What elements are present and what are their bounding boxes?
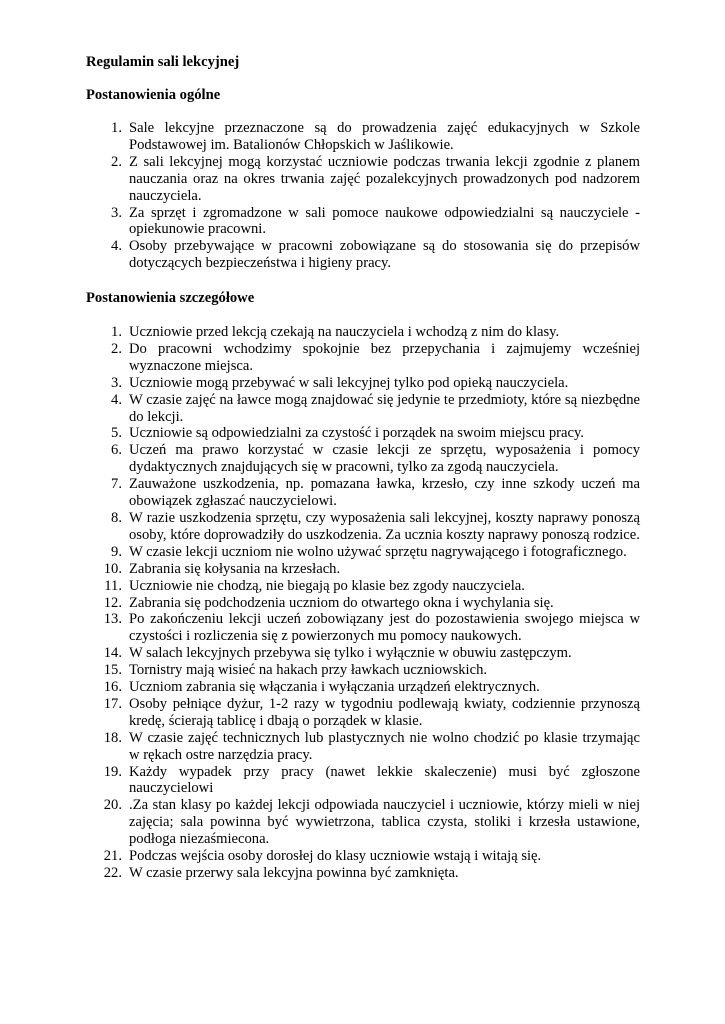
item-text: Sale lekcyjne przeznaczone są do prowadzenia zajęć edukacyjnych w Szkole Podstawowej im. Batalionów Chłopskich w Jaślikowie. xyxy=(129,120,640,153)
list-item xyxy=(86,696,640,730)
item-text: Uczniowie mogą przebywać w sali lekcyjnej tylko pod opieką nauczyciela. xyxy=(129,374,569,391)
list-item xyxy=(86,595,640,612)
item-number: 3. xyxy=(111,374,122,391)
item-number: 18. xyxy=(103,729,122,746)
item-number: 20. xyxy=(103,797,122,814)
item-text: W czasie zajęć na ławce mogą znajdować się jedynie te przedmioty, które są niezbędne do lekcji. xyxy=(129,391,640,425)
item-text: W salach lekcyjnych przebywa się tylko i wyłącznie w obuwiu zastępczym. xyxy=(129,645,572,662)
item-text: Po zakończeniu lekcji uczeń zobowiązany jest do pozostawienia swojego miejsca w czystości i rozliczenia się z powierzonych mu pomocy naukowych. xyxy=(129,611,640,645)
item-number: 7. xyxy=(111,476,122,493)
item-number: 4. xyxy=(111,391,122,408)
list-item xyxy=(86,154,640,205)
item-number: 12. xyxy=(103,594,122,611)
item-number: 15. xyxy=(103,662,122,679)
document-title: Regulamin sali lekcyjnej xyxy=(86,54,240,70)
item-number: 11. xyxy=(104,577,122,594)
item-number: 13. xyxy=(103,611,122,628)
item-number: 19. xyxy=(103,763,122,780)
item-number: 21. xyxy=(103,848,122,865)
list-item xyxy=(86,865,640,882)
item-text: Tornistry mają wisieć na hakach przy ławkach uczniowskich. xyxy=(129,662,488,679)
item-text: Podczas wejścia osoby dorosłej do klasy uczniowie wstają i witają się. xyxy=(129,848,542,865)
item-number: 16. xyxy=(103,679,122,696)
list-item xyxy=(86,764,640,798)
item-text: W czasie przerwy sala lekcyjna powinna być zamknięta. xyxy=(129,865,459,881)
item-text: Uczniowie przed lekcją czekają na nauczyciela i wchodzą z nim do klasy. xyxy=(129,324,560,340)
item-number: 4. xyxy=(111,238,122,255)
item-number: 2. xyxy=(111,340,122,357)
general-section-heading: Postanowienia ogólne xyxy=(86,87,221,103)
list-item xyxy=(86,120,640,154)
list-item xyxy=(86,578,640,595)
list-item xyxy=(86,848,640,865)
item-text: Zabrania się podchodzenia uczniom do otwartego okna i wychylania się. xyxy=(129,594,554,611)
item-text: Uczniowie są odpowiedzialni za czystość i porządek na swoim miejscu pracy. xyxy=(129,425,584,442)
list-item xyxy=(86,510,640,544)
item-text: Za sprzęt i zgromadzone w sali pomoce naukowe odpowiedzialni są nauczyciele - opiekunowie pracowni. xyxy=(129,204,640,238)
item-number: 1. xyxy=(111,120,122,136)
item-text: Zabrania się kołysania na krzesłach. xyxy=(129,560,341,577)
item-number: 10. xyxy=(103,560,122,577)
item-number: 8. xyxy=(111,509,122,526)
item-text: Do pracowni wchodzimy spokojnie bez przepychania i zajmujemy wcześniej wyznaczone miejsca. xyxy=(129,340,640,374)
item-text: Z sali lekcyjnej mogą korzystać uczniowie podczas trwania lekcji zgodnie z planem nauczania oraz na okres trwania zajęć pozalekcyjnych prowadzonych pod nadzorem nauczyciela. xyxy=(129,153,640,204)
item-text: Każdy wypadek przy pracy (nawet lekkie skaleczenie) musi być zgłoszone nauczycielowi xyxy=(129,763,640,797)
item-number: 22. xyxy=(103,865,122,881)
item-text: .Za stan klasy po każdej lekcji odpowiada nauczyciel i uczniowie, którzy mieli w niej zajęcia; sala powinna być wywietrzona, tablica czysta, stoliki i krzesła ustawione, podłoga niezaśmiecona. xyxy=(129,797,640,848)
item-text: Osoby pełniące dyżur, 1-2 razy w tygodniu podlewają kwiaty, codziennie przynoszą kredę, ścierają tablicę i dbają o porządek w klasie. xyxy=(129,695,640,729)
list-item xyxy=(86,324,640,341)
item-number: 2. xyxy=(111,153,122,170)
list-item xyxy=(86,425,640,442)
item-text: W czasie zajęć technicznych lub plastycznych nie wolno chodzić po klasie trzymając w rękach ostre narzędzia pracy. xyxy=(129,729,640,763)
list-item xyxy=(86,238,640,272)
item-number: 17. xyxy=(103,695,122,712)
list-item xyxy=(86,679,640,696)
general-provisions-list xyxy=(86,120,640,272)
item-text: W czasie lekcji uczniom nie wolno używać sprzętu nagrywającego i fotograficznego. xyxy=(129,543,627,560)
item-text: Uczniom zabrania się włączania i wyłączania urządzeń elektrycznych. xyxy=(129,679,540,696)
list-item xyxy=(86,341,640,375)
list-item xyxy=(86,561,640,578)
list-item xyxy=(86,392,640,426)
list-item xyxy=(86,205,640,239)
list-item xyxy=(86,797,640,848)
list-item xyxy=(86,645,640,662)
item-text: Uczeń ma prawo korzystać w czasie lekcji ze sprzętu, wyposażenia i pomocy dydaktycznych znajdujących się w pracowni, tylko za zgodą nauczyciela. xyxy=(129,442,640,476)
item-text: Uczniowie nie chodzą, nie biegają po klasie bez zgody nauczyciela. xyxy=(129,577,525,594)
item-number: 9. xyxy=(111,543,122,560)
list-item xyxy=(86,375,640,392)
list-item xyxy=(86,730,640,764)
list-item xyxy=(86,442,640,476)
list-item xyxy=(86,611,640,645)
item-number: 14. xyxy=(103,645,122,662)
item-text: Zauważone uszkodzenia, np. pomazana ławka, krzesło, czy inne szkody uczeń ma obowiązek zgłaszać nauczycielowi. xyxy=(129,476,640,510)
detailed-provisions-list xyxy=(86,324,640,882)
item-text: W razie uszkodzenia sprzętu, czy wyposażenia sali lekcyjnej, koszty naprawy ponoszą osoby, które doprowadziły do uszkodzenia. Za ucznia koszty naprawy ponoszą rodzice. xyxy=(129,509,640,543)
list-item xyxy=(86,662,640,679)
list-item xyxy=(86,476,640,510)
item-text: Osoby przebywające w pracowni zobowiązane są do stosowania się do przepisów dotyczących bezpieczeństwa i higieny pracy. xyxy=(129,238,640,272)
item-number: 1. xyxy=(111,324,122,340)
item-number: 6. xyxy=(111,442,122,459)
detailed-section-heading: Postanowienia szczegółowe xyxy=(86,290,255,306)
item-number: 3. xyxy=(111,204,122,221)
item-number: 5. xyxy=(111,425,122,442)
list-item xyxy=(86,544,640,561)
